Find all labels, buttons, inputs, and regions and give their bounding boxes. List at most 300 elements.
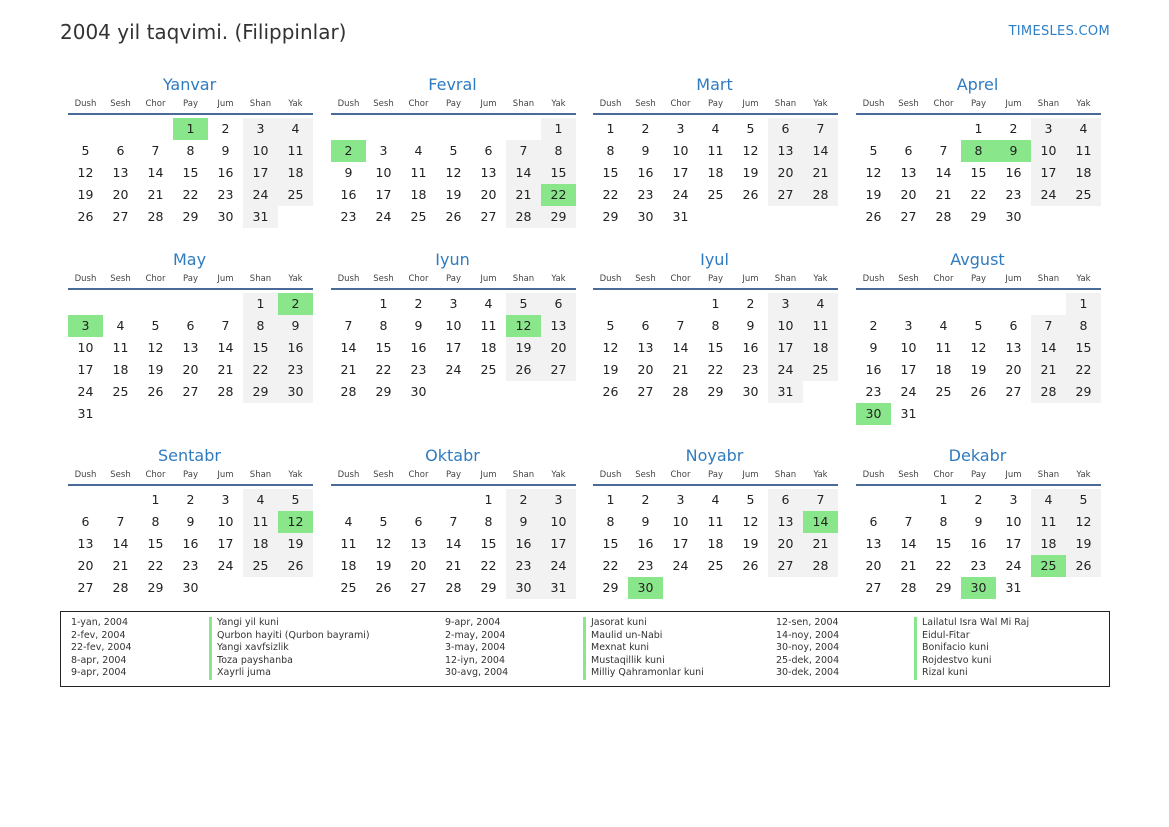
day-cell: 6 (904, 143, 913, 158)
empty-cell (331, 489, 366, 511)
day-cell: 21 (900, 558, 917, 573)
day-cell: 19 (602, 362, 619, 377)
legend-holiday-name: Rojdestvo kuni (914, 655, 1029, 668)
day-cell: 22 (541, 184, 576, 206)
day-cell: 14 (112, 536, 129, 551)
empty-cell (401, 118, 436, 140)
day-cell: 19 (77, 187, 94, 202)
day-cell: 20 (541, 337, 576, 359)
day-cell: 9 (996, 140, 1031, 162)
month-name: Noyabr (685, 446, 744, 465)
legend-holiday-name: Jasorat kuni (583, 617, 704, 630)
legend-date: 12-sen, 2004 (776, 617, 839, 628)
day-cell: 10 (1031, 140, 1066, 162)
weekday-label: Yak (813, 99, 828, 109)
day-cell: 19 (445, 187, 462, 202)
weekday-label: Chor (670, 470, 691, 480)
day-cell: 25 (480, 362, 497, 377)
day-cell: 3 (1009, 492, 1018, 507)
day-cell: 10 (217, 514, 234, 529)
day-cell: 14 (506, 162, 541, 184)
day-cell: 28 (803, 555, 838, 577)
day-cell: 28 (147, 209, 164, 224)
weekday-label: Pay (708, 274, 723, 284)
day-cell: 31 (900, 406, 917, 421)
weekday-label: Shan (1037, 470, 1060, 480)
legend-holiday-name: Maulid un-Nabi (583, 630, 704, 643)
weekday-label: Shan (512, 470, 535, 480)
day-cell: 26 (742, 187, 759, 202)
weekday-label: Pay (183, 274, 198, 284)
empty-cell (366, 489, 401, 511)
day-grid (68, 293, 313, 425)
day-cell: 13 (865, 536, 882, 551)
day-cell: 17 (217, 536, 234, 551)
weekday-label: Chor (933, 274, 954, 284)
weekday-header (331, 273, 576, 290)
day-cell: 12 (865, 165, 882, 180)
legend-names-3 (914, 617, 1029, 680)
day-cell: 6 (768, 118, 803, 140)
day-cell: 19 (278, 533, 313, 555)
day-cell: 3 (676, 121, 685, 136)
legend-holiday-name: Qurbon hayiti (Qurbon bayrami) (209, 630, 370, 643)
weekday-label: Sesh (110, 470, 131, 480)
day-cell: 24 (77, 384, 94, 399)
day-cell: 31 (243, 206, 278, 228)
day-cell: 3 (768, 293, 803, 315)
empty-cell (208, 293, 243, 315)
legend-date: 2-fev, 2004 (71, 629, 126, 641)
empty-cell (68, 489, 103, 511)
day-cell: 29 (935, 580, 952, 595)
legend-holiday-name: Bonifacio kuni (914, 642, 1029, 655)
day-cell: 21 (506, 184, 541, 206)
day-cell: 18 (278, 162, 313, 184)
day-cell: 3 (541, 489, 576, 511)
day-cell: 27 (480, 209, 497, 224)
day-cell: 23 (506, 555, 541, 577)
day-cell: 12 (742, 143, 759, 158)
day-cell: 16 (182, 536, 199, 551)
empty-cell (961, 293, 996, 315)
site-link[interactable]: TIMESLES.COM (1008, 24, 1110, 39)
month-name: Iyun (435, 250, 470, 269)
day-cell: 13 (768, 140, 803, 162)
day-cell: 28 (112, 580, 129, 595)
weekday-label: Shan (774, 470, 797, 480)
day-cell: 19 (1066, 533, 1101, 555)
day-cell: 24 (541, 555, 576, 577)
day-cell: 4 (803, 293, 838, 315)
legend-date: 14-noy, 2004 (776, 629, 840, 641)
day-cell: 4 (484, 296, 493, 311)
weekday-label: Dush (599, 274, 622, 284)
day-cell: 21 (217, 362, 234, 377)
weekday-label: Jum (480, 274, 497, 284)
day-cell: 5 (449, 143, 458, 158)
weekday-label: Sesh (373, 470, 394, 480)
weekday-label: Sesh (898, 274, 919, 284)
day-cell: 16 (970, 536, 987, 551)
day-cell: 10 (1005, 514, 1022, 529)
day-cell: 11 (243, 511, 278, 533)
weekday-label: Pay (446, 99, 461, 109)
day-cell: 23 (410, 362, 427, 377)
day-cell: 9 (746, 318, 755, 333)
day-cell: 15 (375, 340, 392, 355)
legend-names-2 (583, 617, 704, 680)
day-cell: 13 (1005, 340, 1022, 355)
day-cell: 30 (217, 209, 234, 224)
day-cell: 29 (970, 209, 987, 224)
day-cell: 2 (278, 293, 313, 315)
day-cell: 22 (707, 362, 724, 377)
weekday-label: Yak (288, 274, 303, 284)
page-title: 2004 yil taqvimi. (Filippinlar) (60, 20, 347, 44)
day-cell: 7 (506, 140, 541, 162)
day-cell: 29 (480, 580, 497, 595)
weekday-label: Sesh (898, 99, 919, 109)
day-cell: 10 (375, 165, 392, 180)
empty-cell (593, 293, 628, 315)
month-may (68, 249, 313, 425)
day-cell: 26 (1066, 555, 1101, 577)
weekday-label: Yak (813, 470, 828, 480)
day-cell: 1 (939, 492, 948, 507)
day-cell: 3 (1031, 118, 1066, 140)
day-cell: 7 (221, 318, 230, 333)
legend-holiday-name: Xayrli juma (209, 667, 370, 680)
month-mart (593, 74, 838, 228)
weekday-label: Yak (288, 99, 303, 109)
day-cell: 14 (803, 140, 838, 162)
day-cell: 7 (803, 118, 838, 140)
day-cell: 7 (344, 318, 353, 333)
legend-holiday-name: Lailatul Isra Wal Mi Raj (914, 617, 1029, 630)
weekday-label: Jum (742, 99, 759, 109)
empty-cell (663, 293, 698, 315)
day-cell: 22 (970, 187, 987, 202)
day-cell: 30 (742, 384, 759, 399)
weekday-header (856, 98, 1101, 115)
day-cell: 13 (900, 165, 917, 180)
day-cell: 9 (186, 514, 195, 529)
weekday-header (856, 469, 1101, 486)
day-cell: 18 (1031, 533, 1066, 555)
day-cell: 31 (768, 381, 803, 403)
day-cell: 11 (803, 315, 838, 337)
day-cell: 6 (116, 143, 125, 158)
day-cell: 19 (865, 187, 882, 202)
day-cell: 21 (803, 533, 838, 555)
weekday-label: Dush (599, 99, 622, 109)
weekday-label: Pay (971, 274, 986, 284)
empty-cell (138, 293, 173, 315)
weekday-label: Jum (217, 470, 234, 480)
day-cell: 25 (803, 359, 838, 381)
day-cell: 26 (970, 384, 987, 399)
day-cell: 17 (672, 165, 689, 180)
day-cell: 25 (707, 187, 724, 202)
day-cell: 13 (480, 165, 497, 180)
day-cell: 10 (672, 514, 689, 529)
day-cell: 10 (541, 511, 576, 533)
day-cell: 9 (974, 514, 983, 529)
empty-cell (891, 489, 926, 511)
day-cell: 24 (672, 187, 689, 202)
day-cell: 25 (707, 558, 724, 573)
weekday-label: Dush (862, 274, 885, 284)
legend-date: 3-may, 2004 (445, 642, 506, 654)
day-cell: 6 (186, 318, 195, 333)
empty-cell (891, 118, 926, 140)
day-cell: 1 (173, 118, 208, 140)
legend-holiday-name: Yangi yil kuni (209, 617, 370, 630)
month-avgust (856, 249, 1101, 425)
weekday-label: Shan (249, 99, 272, 109)
day-cell: 9 (869, 340, 878, 355)
weekday-label: Jum (742, 274, 759, 284)
day-cell: 30 (410, 384, 427, 399)
day-cell: 7 (803, 489, 838, 511)
weekday-label: Dush (337, 470, 360, 480)
day-cell: 26 (147, 384, 164, 399)
legend-holiday-name: Mustaqillik kuni (583, 655, 704, 668)
day-cell: 20 (480, 187, 497, 202)
weekday-label: Dush (599, 470, 622, 480)
day-cell: 16 (865, 362, 882, 377)
day-cell: 18 (410, 187, 427, 202)
day-cell: 5 (869, 143, 878, 158)
empty-cell (138, 118, 173, 140)
day-cell: 3 (449, 296, 458, 311)
day-cell: 22 (375, 362, 392, 377)
empty-cell (366, 118, 401, 140)
day-cell: 26 (506, 359, 541, 381)
month-name: Yanvar (162, 75, 217, 94)
day-cell: 12 (278, 511, 313, 533)
day-cell: 7 (449, 514, 458, 529)
day-cell: 20 (900, 187, 917, 202)
day-cell: 2 (641, 492, 650, 507)
day-cell: 14 (217, 340, 234, 355)
day-cell: 17 (672, 536, 689, 551)
weekday-label: Shan (512, 274, 535, 284)
day-cell: 25 (278, 184, 313, 206)
weekday-label: Sesh (635, 470, 656, 480)
day-cell: 21 (803, 162, 838, 184)
legend-date: 25-dek, 2004 (776, 654, 840, 666)
day-cell: 27 (865, 580, 882, 595)
day-cell: 21 (1031, 359, 1066, 381)
day-cell: 24 (375, 209, 392, 224)
day-cell: 12 (375, 536, 392, 551)
day-cell: 21 (445, 558, 462, 573)
weekday-label: Sesh (373, 99, 394, 109)
day-cell: 18 (1066, 162, 1101, 184)
day-cell: 9 (221, 143, 230, 158)
day-cell: 7 (1031, 315, 1066, 337)
day-cell: 24 (1005, 558, 1022, 573)
day-cell: 22 (182, 187, 199, 202)
empty-cell (103, 118, 138, 140)
day-cell: 29 (602, 209, 619, 224)
day-cell: 1 (243, 293, 278, 315)
day-cell: 14 (935, 165, 952, 180)
day-cell: 24 (243, 184, 278, 206)
weekday-label: Sesh (110, 99, 131, 109)
weekday-label: Sesh (110, 274, 131, 284)
legend-holiday-name: Yangi xavfsizlik (209, 642, 370, 655)
weekday-label: Pay (971, 99, 986, 109)
empty-cell (173, 293, 208, 315)
day-cell: 15 (1066, 337, 1101, 359)
day-grid (856, 118, 1101, 228)
weekday-label: Yak (1076, 99, 1091, 109)
day-cell: 21 (147, 187, 164, 202)
weekday-label: Dush (74, 470, 97, 480)
weekday-label: Jum (480, 470, 497, 480)
day-cell: 9 (344, 165, 353, 180)
day-cell: 23 (865, 384, 882, 399)
weekday-label: Yak (1076, 470, 1091, 480)
day-cell: 7 (676, 318, 685, 333)
day-cell: 3 (676, 492, 685, 507)
weekday-label: Chor (933, 99, 954, 109)
empty-cell (103, 293, 138, 315)
weekday-header (856, 273, 1101, 290)
day-cell: 22 (147, 558, 164, 573)
day-cell: 8 (711, 318, 720, 333)
day-cell: 19 (147, 362, 164, 377)
day-cell: 8 (1066, 315, 1101, 337)
weekday-label: Chor (933, 470, 954, 480)
day-cell: 8 (961, 140, 996, 162)
day-cell: 19 (970, 362, 987, 377)
empty-cell (856, 293, 891, 315)
month-aprel (856, 74, 1101, 228)
month-name: Sentabr (158, 446, 221, 465)
weekday-label: Shan (1037, 274, 1060, 284)
day-cell: 19 (375, 558, 392, 573)
day-cell: 19 (742, 536, 759, 551)
day-cell: 8 (939, 514, 948, 529)
day-cell: 5 (746, 492, 755, 507)
empty-cell (436, 489, 471, 511)
weekday-label: Jum (217, 274, 234, 284)
empty-cell (331, 118, 366, 140)
day-cell: 23 (637, 558, 654, 573)
month-name: Avgust (950, 250, 1005, 269)
day-cell: 29 (243, 381, 278, 403)
weekday-label: Pay (971, 470, 986, 480)
day-cell: 27 (77, 580, 94, 595)
legend-date: 30-avg, 2004 (445, 667, 509, 679)
day-cell: 26 (375, 580, 392, 595)
day-cell: 26 (865, 209, 882, 224)
day-cell: 25 (243, 555, 278, 577)
day-cell: 15 (602, 165, 619, 180)
day-cell: 17 (375, 187, 392, 202)
day-cell: 6 (768, 489, 803, 511)
day-cell: 7 (939, 143, 948, 158)
day-cell: 16 (1005, 165, 1022, 180)
day-cell: 13 (541, 315, 576, 337)
day-cell: 26 (77, 209, 94, 224)
day-cell: 29 (541, 206, 576, 228)
empty-cell (628, 293, 663, 315)
weekday-label: Pay (446, 274, 461, 284)
day-cell: 5 (379, 514, 388, 529)
legend-holiday-name: Eidul-Fitar (914, 630, 1029, 643)
day-cell: 25 (1066, 184, 1101, 206)
day-cell: 11 (480, 318, 497, 333)
day-cell: 17 (900, 362, 917, 377)
day-cell: 28 (1031, 381, 1066, 403)
day-cell: 22 (480, 558, 497, 573)
month-iyun (331, 249, 576, 403)
legend-date: 1-yan, 2004 (71, 617, 128, 628)
legend-holiday-name: Milliy Qahramonlar kuni (583, 667, 704, 680)
day-cell: 21 (340, 362, 357, 377)
day-cell: 10 (768, 315, 803, 337)
empty-cell (68, 293, 103, 315)
day-cell: 1 (484, 492, 493, 507)
day-cell: 18 (243, 533, 278, 555)
day-cell: 8 (541, 140, 576, 162)
day-cell: 15 (707, 340, 724, 355)
day-cell: 29 (1066, 381, 1101, 403)
day-cell: 6 (869, 514, 878, 529)
day-cell: 1 (606, 492, 615, 507)
day-cell: 17 (768, 337, 803, 359)
day-grid (593, 293, 838, 403)
weekday-label: Shan (1037, 99, 1060, 109)
day-cell: 9 (506, 511, 541, 533)
month-fevral (331, 74, 576, 228)
month-dekabr (856, 445, 1101, 599)
month-name: Aprel (956, 75, 999, 94)
day-cell: 30 (278, 381, 313, 403)
day-cell: 17 (541, 533, 576, 555)
day-cell: 30 (182, 580, 199, 595)
day-cell: 31 (672, 209, 689, 224)
day-cell: 12 (506, 315, 541, 337)
day-cell: 2 (869, 318, 878, 333)
day-cell: 28 (900, 580, 917, 595)
day-cell: 22 (602, 187, 619, 202)
day-cell: 23 (217, 187, 234, 202)
day-cell: 29 (182, 209, 199, 224)
day-cell: 21 (935, 187, 952, 202)
weekday-header (68, 98, 313, 115)
day-cell: 14 (803, 511, 838, 533)
day-cell: 18 (707, 536, 724, 551)
day-cell: 28 (506, 206, 541, 228)
empty-cell (856, 118, 891, 140)
weekday-label: Shan (512, 99, 535, 109)
weekday-label: Dush (862, 470, 885, 480)
weekday-header (593, 98, 838, 115)
day-cell: 10 (445, 318, 462, 333)
weekday-label: Dush (74, 274, 97, 284)
empty-cell (856, 489, 891, 511)
day-cell: 20 (768, 162, 803, 184)
weekday-header (331, 98, 576, 115)
legend-date: 9-apr, 2004 (445, 617, 501, 628)
day-cell: 4 (1031, 489, 1066, 511)
